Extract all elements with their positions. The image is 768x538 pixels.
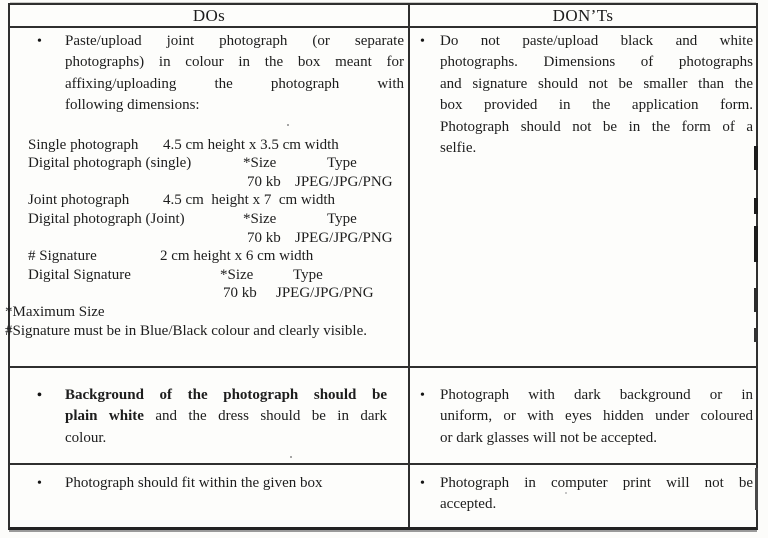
- bullet-icon: •: [37, 34, 42, 49]
- paragraph-line: accepted.: [440, 496, 497, 513]
- paragraph-line: following dimensions:: [65, 97, 200, 114]
- dos-row3-paragraph: [65, 473, 408, 494]
- spec-size-header: *Size: [220, 266, 254, 283]
- paragraph-line: Paste/upload joint photograph (or separate: [65, 33, 404, 49]
- donts-column-header: [410, 5, 756, 28]
- spec-line-signature-values: [10, 284, 408, 303]
- scan-artifact: [754, 328, 758, 342]
- paragraph-line: uniform, or with eyes hidden under coloured: [440, 408, 753, 425]
- spec-type-header: Type: [293, 266, 323, 283]
- dos-row3-cell: [10, 465, 410, 527]
- spec-line-joint-values: [10, 229, 408, 248]
- scan-artifact: [754, 226, 758, 262]
- paragraph-line: Photograph should fit within the given box: [65, 475, 323, 491]
- spec-format-value: JPEG/JPG/PNG: [295, 173, 393, 190]
- donts-row3-paragraph: [440, 473, 753, 516]
- donts-row2-cell: [410, 368, 756, 465]
- dos-column-header: [10, 5, 410, 28]
- dos-header-label: DOs: [192, 6, 226, 25]
- bullet-icon: •: [37, 388, 42, 403]
- dos-row1-paragraph: [65, 31, 404, 117]
- paragraph-line: Background of the photograph should be: [65, 387, 387, 403]
- bullet-icon: •: [420, 476, 425, 491]
- paragraph-line: colour.: [65, 429, 107, 446]
- spec-size-value: 70 kb: [247, 173, 281, 190]
- paragraph-line: and signature should not be smaller than the: [440, 75, 753, 92]
- donts-row1-paragraph: [440, 31, 753, 159]
- regular-phrase: and the dress should be in dark: [143, 408, 388, 425]
- dimension-spec-table: [10, 136, 408, 303]
- footnote-maximum-size: *Maximum Size: [5, 303, 105, 320]
- spec-type-header: Type: [327, 155, 357, 172]
- spec-size-header: *Size: [243, 155, 277, 172]
- dos-row2-cell: [10, 368, 410, 465]
- spec-line-joint-photograph: [10, 191, 408, 210]
- spec-size-value: 70 kb: [247, 229, 281, 246]
- scan-artifact: [755, 468, 758, 510]
- spec-label: Joint photograph: [28, 192, 130, 209]
- paragraph-line: Photograph in computer print will not be: [440, 475, 753, 491]
- spec-dimension: 4.5 cm height x 7 cm width: [163, 192, 336, 209]
- spec-dimension: 4.5 cm height x 3.5 cm width: [163, 136, 339, 153]
- paragraph-line: Photograph should not be in the form of a: [440, 118, 753, 135]
- spec-size-header: *Size: [243, 211, 277, 227]
- paragraph-line: Photograph with dark background or in: [440, 387, 753, 403]
- spec-line-single-photograph: [10, 136, 408, 155]
- paragraph-line: or dark glasses will not be accepted.: [440, 429, 658, 446]
- donts-row1-cell: [410, 28, 756, 368]
- scan-artifact: [754, 146, 758, 170]
- paragraph-line: photographs. Dimensions of photographs: [440, 54, 753, 71]
- paragraph-line: [65, 406, 387, 427]
- footnote-signature-colour: #Signature must be in Blue/Black colour and clearly visible.: [5, 322, 367, 339]
- donts-row3-cell: [410, 465, 756, 527]
- spec-line-digital-single: [10, 154, 408, 173]
- paragraph-line: photographs) in colour in the box meant for: [65, 54, 404, 71]
- paragraph-line: Do not paste/upload black and white: [440, 33, 753, 49]
- spec-label: Digital Signature: [28, 266, 131, 283]
- donts-row2-paragraph: [440, 385, 753, 449]
- spec-label: # Signature: [28, 248, 97, 265]
- spec-dimension: 2 cm height x 6 cm width: [160, 248, 314, 265]
- scan-speck: [287, 124, 289, 126]
- spec-label: Digital photograph (Joint): [28, 211, 185, 227]
- spec-line-digital-joint: [10, 210, 408, 229]
- paragraph-line: selfie.: [440, 140, 477, 157]
- spec-format-value: JPEG/JPG/PNG: [276, 285, 374, 302]
- scan-speck: [565, 492, 567, 494]
- paragraph-line: affixing/uploading the photograph with: [65, 75, 404, 92]
- scan-artifact: [754, 288, 758, 312]
- spec-line-digital-signature: [10, 266, 408, 285]
- bullet-icon: •: [420, 388, 425, 403]
- spec-type-header: Type: [327, 211, 357, 227]
- scan-speck: [290, 456, 292, 458]
- bold-phrase: plain white: [65, 408, 144, 425]
- dos-row2-paragraph: [65, 385, 387, 449]
- scan-artifact: [754, 198, 758, 214]
- spec-line-single-values: [10, 173, 408, 192]
- paragraph-line: box provided in the application form.: [440, 97, 753, 114]
- spec-label: Single photograph: [28, 136, 139, 153]
- spec-size-value: 70 kb: [223, 285, 257, 302]
- donts-header-label: DON’Ts: [552, 6, 614, 25]
- spec-format-value: JPEG/JPG/PNG: [295, 229, 393, 246]
- spec-label: Digital photograph (single): [28, 155, 192, 172]
- bullet-icon: •: [37, 476, 42, 491]
- bullet-icon: •: [420, 34, 425, 49]
- dos-row1-cell: [5, 28, 410, 368]
- spec-line-signature: [10, 247, 408, 266]
- dos-donts-table: [5, 3, 758, 530]
